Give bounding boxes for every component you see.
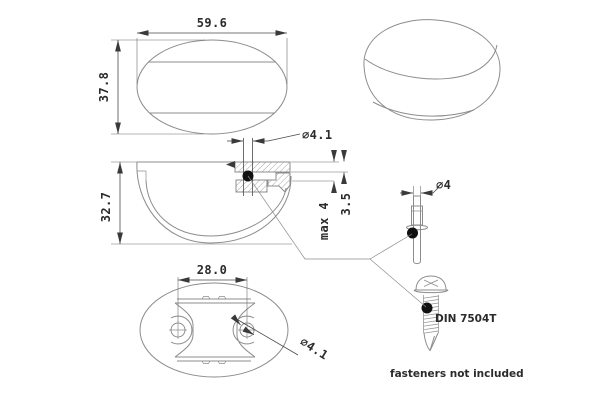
dim-hole-spacing-label: 28.0 <box>196 263 228 277</box>
dim-pin-diameter-label: ∅4 <box>436 178 452 192</box>
section-view <box>99 128 353 244</box>
knob-outline-front <box>137 40 287 134</box>
screw-drawing <box>414 276 497 351</box>
dim-flange-depth-label: 3.5 <box>339 192 353 216</box>
back-view <box>140 263 331 377</box>
leader-to-pin <box>370 234 412 259</box>
dim-back-hole-diameter-label: ∅4.1 <box>297 334 331 363</box>
dim-section-height-label: 32.7 <box>99 191 113 223</box>
leader-lines <box>248 176 426 307</box>
leader-dot-pin <box>407 228 418 239</box>
dim-back-hole-diameter <box>233 317 331 363</box>
dim-panel-max-label: max 4 <box>317 201 331 241</box>
fasteners-note: fasteners not included <box>390 368 524 380</box>
screw-standard-label: DIN 7504T <box>435 313 497 325</box>
dim-flange-panel <box>291 150 353 240</box>
snap-clip-section <box>268 173 290 192</box>
knob-outline-back <box>140 283 288 377</box>
dim-height <box>97 40 205 134</box>
dim-width-label: 59.6 <box>196 16 228 30</box>
perspective-view <box>364 20 500 120</box>
top-face-rim-3d <box>365 45 497 79</box>
dim-height-label: 37.8 <box>97 71 111 103</box>
dim-hole-diameter-label: ∅4.1 <box>302 128 333 142</box>
pin-drawing <box>400 178 451 264</box>
front-view <box>97 16 287 134</box>
bottom-rim-3d <box>373 102 474 116</box>
dim-width <box>137 16 287 84</box>
dim-hole-spacing <box>178 263 247 322</box>
dim-section-height <box>99 162 292 244</box>
dome-outer-arc <box>137 162 291 243</box>
boss-lower-section <box>236 180 267 192</box>
